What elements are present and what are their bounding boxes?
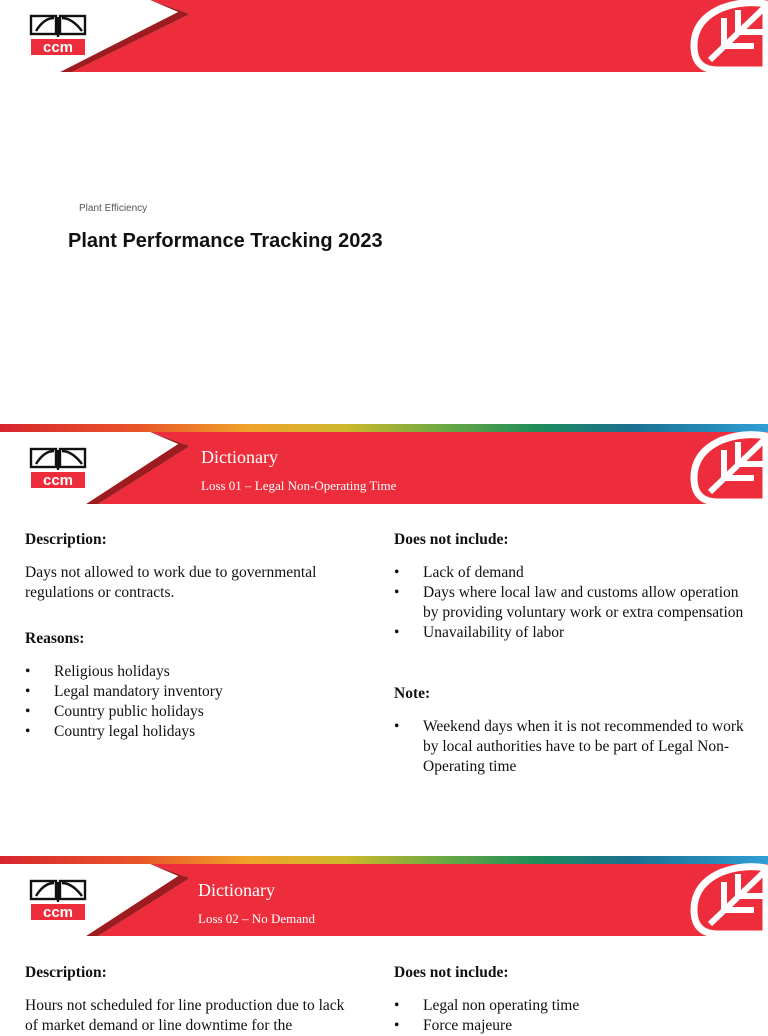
leaf-icon — [688, 864, 768, 941]
leaf-icon — [688, 0, 768, 77]
banner-title: Dictionary — [198, 880, 275, 900]
list-item: • Lack of demand — [394, 563, 744, 583]
list-item: • Country legal holidays — [25, 722, 365, 742]
header-banner — [0, 864, 768, 936]
right-column — [394, 530, 744, 777]
does-not-include-heading: Does not include: — [394, 964, 509, 981]
description-text: Hours not scheduled for line production due to lack of market demand or line downtime for the — [25, 997, 345, 1034]
slide-subtitle: Plant Efficiency — [79, 203, 148, 214]
does-not-include-list — [394, 996, 744, 1036]
rainbow-stripe — [0, 424, 768, 432]
right-column — [394, 963, 744, 1036]
banner-title: Dictionary — [201, 447, 278, 467]
list-item: • Weekend days when it is not recommended to work by local authorities have to be part of Legal Non-Operating time — [394, 717, 744, 777]
list-item: • Legal mandatory inventory — [25, 682, 365, 702]
list-item: • Force majeure — [394, 1016, 744, 1036]
list-item: • Religious holidays — [25, 662, 365, 682]
ccm-logo — [30, 880, 86, 922]
ccm-logo — [30, 15, 86, 57]
rainbow-stripe — [0, 856, 768, 864]
reasons-heading: Reasons: — [25, 630, 85, 647]
note-heading: Note: — [394, 685, 431, 702]
left-column — [25, 963, 355, 1036]
slide-title: Plant Performance Tracking 2023 — [68, 230, 383, 252]
ccm-logo — [30, 448, 86, 490]
reasons-list — [25, 662, 365, 742]
svg-text:ccm: ccm — [42, 39, 74, 56]
svg-text:ccm: ccm — [42, 904, 74, 921]
leaf-icon — [688, 432, 768, 509]
description-heading: Description: — [25, 964, 107, 981]
title-slide — [0, 0, 768, 420]
description-heading: Description: — [25, 531, 107, 548]
header-banner — [0, 0, 768, 72]
description-text: Days not allowed to work due to governmental regulations or contracts. — [25, 564, 317, 601]
note-list — [394, 717, 744, 777]
does-not-include-list — [394, 563, 744, 643]
svg-text:ccm: ccm — [42, 472, 74, 489]
list-item: • Country public holidays — [25, 702, 365, 722]
left-column — [25, 530, 365, 742]
dictionary-slide-loss-01 — [0, 424, 768, 852]
banner-subtitle: Loss 02 – No Demand — [198, 911, 315, 926]
list-item: • Legal non operating time — [394, 996, 744, 1016]
does-not-include-heading: Does not include: — [394, 531, 509, 548]
dictionary-slide-loss-02 — [0, 856, 768, 1034]
banner-subtitle: Loss 01 – Legal Non-Operating Time — [201, 478, 397, 493]
list-item: • Unavailability of labor — [394, 623, 744, 643]
list-item: • Days where local law and customs allow operation by providing voluntary work or extra compensation — [394, 583, 744, 623]
